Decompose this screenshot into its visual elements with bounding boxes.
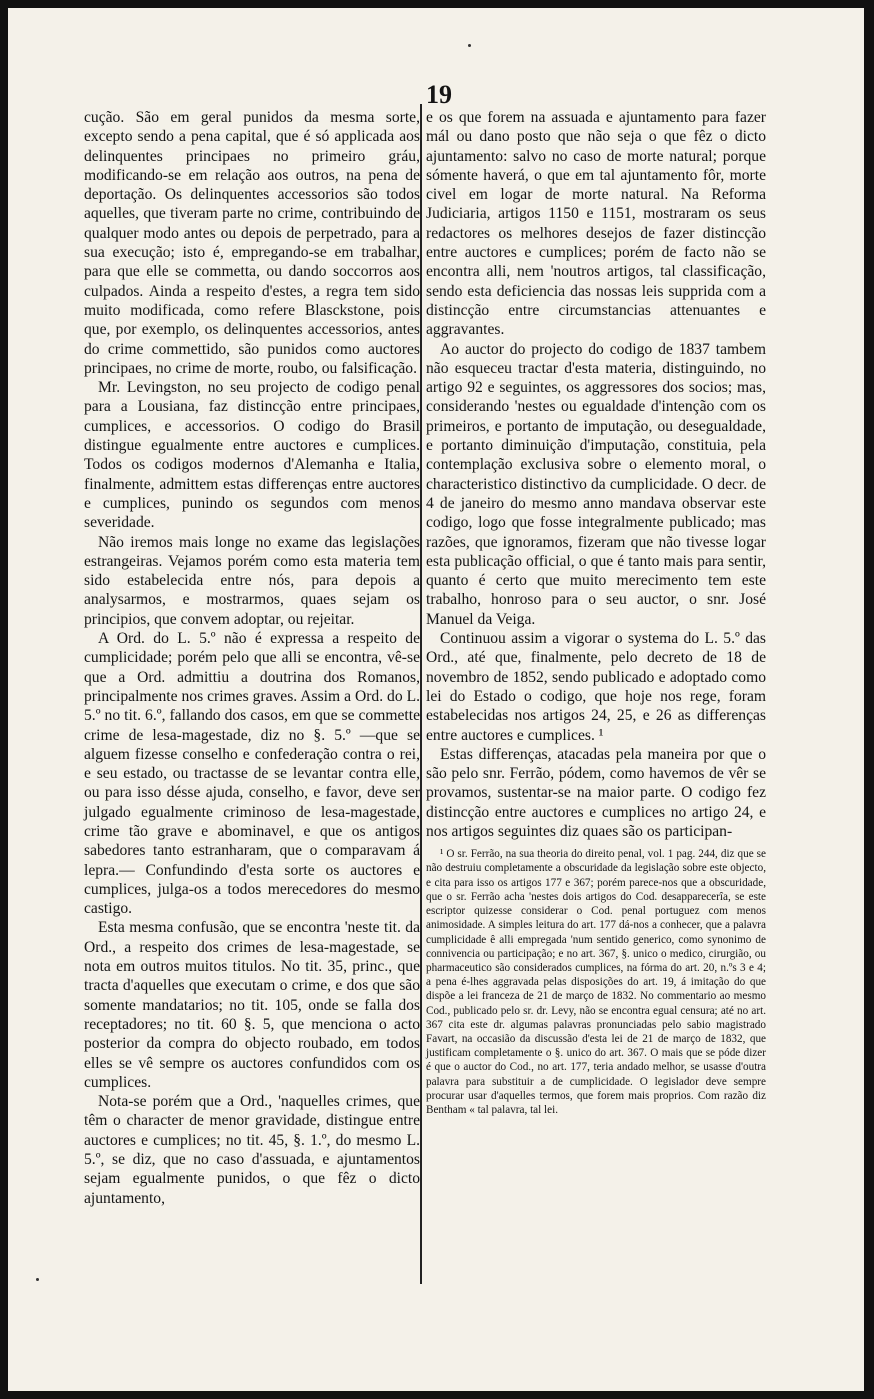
ink-speck: [36, 1278, 39, 1281]
ink-speck: [468, 44, 471, 47]
paragraph: Esta mesma confusão, que se encontra 'neste tit. da Ord., a respeito dos crimes de lesa-magestade, se nota em outros muitos titulos. No tit. 35, princ., que tracta d'aquelles que executam o crime, e dos que são somente mandatarios; no tit. 105, onde se falla dos receptadores; no tit. 60 §. 5, que menciona o acto posterior da compra do objecto roubado, em todos elles se vê sempre os auctores confundidos com os cumplices.: [84, 919, 420, 1091]
paragraph: Estas differenças, atacadas pela maneira por que o são pelo snr. Ferrão, pódem, como havemos de vêr se provamos, sustentar-se na maior parte. O codigo fez distincção entre auctores e cumplices no artigo 24, e nos artigos seguintes diz quaes são os participan-: [426, 745, 766, 840]
paragraph: e os que forem na assuada e ajuntamento para fazer mál ou dano posto que não seja o que fêz o dicto ajuntamento: salvo no caso de morte natural; porque sómente haverá, o que em tal ajuntamento fôr, morte civel em logar de morte natural. Na Reforma Judiciaria, artigos 1150 e 1151, mostraram os seus redactores os melhores desejos de fazer distincção entre auctores e cumplices; porém de facto não se encontra alli, nem 'noutros artigos, tal classificação, sendo esta deficiencia das nossas leis supprida com a distincção entre circumstancias attenuantes e aggravantes.: [426, 109, 766, 339]
paragraph: Não iremos mais longe no exame das legislações estrangeiras. Vejamos porém como esta materia tem sido estabelecida entre nós, para depois a analysarmos, e mostrarmos, quaes sejam os principios, que convem adoptar, ou rejeitar.: [84, 533, 420, 628]
paragraph: Nota-se porém que a Ord., 'naquelles crimes, que têm o character de menor gravidade, distingue entre auctores e cumplices; no tit. 45, §. 1.º, do mesmo L. 5.º, se diz, que no caso d'assuada, e ajuntamentos sejam egualmente punidos, o que fêz o dicto ajuntamento,: [84, 1093, 420, 1207]
paragraph: Mr. Levingston, no seu projecto de codigo penal para a Lousiana, faz distincção entre principaes, cumplices, e accessorios. O codigo do Brasil distingue egualmente entre auctores e cumplices. Todos os codigos modernos d'Alemanha e Italia, finalmente, admittem estas differenças entre auctores e cumplices, punindo os segundos com menos severidade.: [84, 379, 420, 532]
right-column: [426, 108, 766, 1117]
footnote: [426, 847, 766, 1117]
book-page: [8, 8, 864, 1391]
page-number: 19: [426, 80, 452, 109]
paragraph: Ao auctor do projecto do codigo de 1837 tambem não esqueceu tractar d'esta materia, distinguindo, no artigo 92 e seguintes, os aggressores dos socios; mas, considerando 'nestes ou egualdade d'intenção com os primeiros, e portanto de imputação, ou desegualdade, e portanto diminuição d'imputação, constituia, pela contemplação exclusiva sobre o elemento moral, o characteristico distinctivo da cumplicidade. O decr. de 4 de janeiro do mesmo anno mandava observar este codigo, logo que fosse integralmente publicado; mas razões, que ignoramos, fizeram que não tivesse logar esta publicação official, o que é tanto mais para sentir, quanto é certo que muito merecimento tem este trabalho, honroso para o seu auctor, o snr. José Manuel da Veiga.: [426, 340, 766, 628]
paragraph: cução. São em geral punidos da mesma sorte, excepto sendo a pena capital, que é só applicada aos delinquentes principaes no primeiro gráu, modificando-se em relação aos outros, na pena de deportação. Os delinquentes accessorios são todos aquelles, que tiveram parte no crime, contribuindo de qualquer modo antes ou depois de perpetrado, para a sua execução; isto é, empregando-se em trabalhar, para que elle se commetta, ou dando soccorros aos culpados. Ainda a respeito d'estes, a regra tem sido muito modificada, como refere Blasckstone, pois que, por exemplo, os delinquentes accessorios, antes do crime commettido, são punidos como auctores principaes, no crime de morte, roubo, ou falsificação.: [84, 109, 420, 377]
paragraph: A Ord. do L. 5.º não é expressa a respeito de cumplicidade; porém pelo que alli se encontra, vê-se que a Ord. admittiu a doutrina dos Romanos, principalmente nos crimes graves. Assim a Ord. do L. 5.º no tit. 6.º, fallando dos casos, em que se commette crime de lesa-magestade, diz no §. 5.º —que se alguem fizesse conselho e confederação contra o rei, e seu estado, ou tractasse de se levantar contra elle, ou para isso désse ajuda, conselho, e favor, deve ser julgado egualmente criminoso de lesa-magestade, crime tão grave e abominavel, e que os antigos sabedores tanto estranharam, que o comparavam á lepra.— Confundindo d'esta sorte os auctores e cumplices, julga-os a todos merecedores do mesmo castigo.: [84, 630, 420, 918]
footnote-text: ¹ O sr. Ferrão, na sua theoria do direito penal, vol. 1 pag. 244, diz que se não destruiu completamente a obscuridade da legislação sobre este objecto, e cita para isso os artigos 177 e 367; porém parece-nos que a obscuridade, que o sr. Ferrão acha 'nestes dois artigos do Cod. desapparecerîa, se este escriptor quizesse considerar o Cod. penal portuguez com menos animosidade. A simples leitura do art. 177 dá-nos a conhecer, que a palavra cumplicidade ê alli empregada 'num sentido generico, como synonimo de connivencia ou participação; e no art. 367, §. unico o medico, cirurgião, ou pharmaceutico são considerados cumplices, na fórma do art. 20, n.ºs 3 e 4; a pena é-lhes aggravada pelas disposições do art. 19, á imitação do que dispõe a lei franceza de 21 de março de 1832. No commentario ao mesmo Cod., publicado pelo sr. dr. Levy, não se encontra egual censura; até no art. 367 cita este dr. algumas palavras pronunciadas pelo sabio magistrado Favart, na occasião da discussão d'esta lei de 21 de março de 1832, que justificam completamente o §. unico do art. 367. O mais que se póde dizer é que o auctor do Cod., no art. 177, teria andado melhor, se usasse d'outra palavra para substituir a de cumplicidade. O legislador deve sempre procurar usar d'aquelles termos, que forem mais proprios. Com razão diz Bentham « tal palavra, tal lei.: [426, 848, 766, 1116]
paragraph: Continuou assim a vigorar o systema do L. 5.º das Ord., até que, finalmente, pelo decreto de 18 de novembro de 1852, sendo publicado e adoptado como lei do Estado o codigo, que hoje nos rege, foram estabelecidas nos artigos 24, 25, e 26 as differenças entre auctores e cumplices. ¹: [426, 630, 766, 744]
column-divider: [420, 104, 422, 1284]
left-column: [84, 108, 420, 1208]
